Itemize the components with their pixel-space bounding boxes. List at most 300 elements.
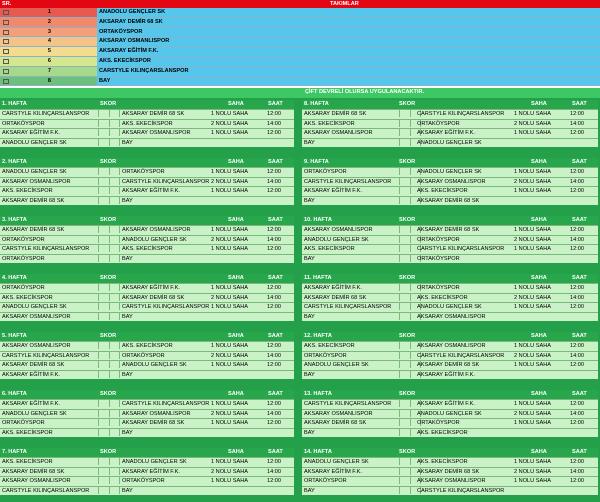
away-score-cell[interactable]: [109, 429, 120, 436]
week-block: [302, 100, 598, 147]
time-label: SAAT: [572, 159, 587, 165]
home-team: ORTAKÖYSPOR: [2, 420, 45, 426]
match-field: 1 NOLU SAHA: [514, 478, 551, 484]
match-time: 14:00: [267, 178, 281, 185]
match-row[interactable]: [302, 138, 598, 148]
away-team: CARSTYLE KILINÇARSLANSPOR: [122, 401, 210, 407]
home-team: CARSTYLE KILINÇARSLANSPOR: [304, 401, 392, 407]
match-field: 2 NOLU SAHA: [211, 120, 248, 127]
home-team: AKSARAY DEMİR 68 SK: [304, 294, 367, 301]
away-score-cell[interactable]: [109, 120, 120, 127]
match-row[interactable]: [302, 186, 598, 196]
time-label: SAAT: [268, 391, 283, 397]
match-row[interactable]: [0, 360, 294, 370]
away-team: AKSARAY DEMİR 68 SK: [417, 197, 480, 204]
header-takimlar: TAKIMLAR: [330, 1, 359, 7]
away-score-cell[interactable]: [109, 468, 120, 475]
match-time: 14:00: [570, 178, 584, 185]
home-team: AKSARAY EĞİTİM F.K.: [304, 285, 362, 291]
week-header: [0, 216, 294, 225]
home-team: AKSARAY DEMİR 68 SK: [304, 111, 367, 117]
match-row[interactable]: [0, 370, 294, 380]
match-field: 2 NOLU SAHA: [514, 236, 551, 243]
match-field: 2 NOLU SAHA: [514, 410, 551, 417]
match-row[interactable]: [302, 428, 598, 438]
away-team: BAY: [122, 429, 133, 436]
away-team: AKSARAY OSMANLISPOR: [417, 478, 486, 484]
match-row[interactable]: [302, 109, 598, 119]
match-field: 2 NOLU SAHA: [514, 178, 551, 185]
note-text: ÇİFT DEVRELİ OLURSA UYGULANACAKTIR.: [305, 89, 425, 95]
team-name: BAY: [99, 77, 111, 84]
match-field: 2 NOLU SAHA: [514, 352, 551, 359]
match-row[interactable]: [0, 283, 294, 293]
team-number: 6: [47, 57, 51, 64]
match-row[interactable]: [302, 302, 598, 312]
match-row[interactable]: [302, 244, 598, 254]
match-row[interactable]: [0, 138, 294, 148]
team-row[interactable]: [0, 28, 600, 38]
header-bar: [0, 0, 600, 8]
match-time: 14:00: [267, 468, 281, 475]
away-team: ANADOLU GENÇLER SK: [417, 169, 482, 175]
match-row[interactable]: [0, 467, 294, 477]
field-label: SAHA: [228, 333, 244, 339]
match-time: 14:00: [570, 410, 584, 417]
score-label: SKOR: [100, 275, 117, 281]
week-header: [302, 216, 598, 225]
match-row[interactable]: [0, 351, 294, 361]
away-score-cell[interactable]: [109, 410, 120, 417]
away-score-cell[interactable]: [109, 303, 120, 310]
week-block: [302, 332, 598, 379]
home-team: ANADOLU GENÇLER SK: [2, 304, 67, 310]
away-score-cell[interactable]: [109, 255, 120, 262]
team-row[interactable]: [0, 18, 600, 28]
home-team: AKSARAY EĞİTİM F.K.: [2, 371, 60, 378]
home-team: BAY: [304, 139, 315, 146]
team-name: AKSARAY DEMİR 68 SK: [99, 18, 163, 25]
week-title: 5. HAFTA: [2, 333, 27, 339]
week-block: [302, 390, 598, 437]
week-header: [302, 448, 598, 457]
away-team: AKSARAY EĞİTİM F.K.: [122, 285, 180, 291]
match-row[interactable]: [302, 312, 598, 322]
match-row[interactable]: [302, 370, 598, 380]
match-time: 14:00: [570, 236, 584, 243]
away-score-cell[interactable]: [109, 458, 120, 465]
week-title: 7. HAFTA: [2, 449, 27, 455]
match-time: 12:00: [267, 362, 281, 368]
field-label: SAHA: [228, 217, 244, 223]
match-row[interactable]: [302, 225, 598, 235]
match-field: 2 NOLU SAHA: [211, 410, 248, 417]
week-title: 10. HAFTA: [304, 217, 332, 223]
match-row[interactable]: [0, 177, 294, 187]
match-row[interactable]: [302, 351, 598, 361]
match-row[interactable]: [302, 409, 598, 419]
away-score-cell[interactable]: [109, 226, 120, 233]
team-number: 2: [47, 18, 51, 25]
away-team: AKSARAY OSMANLISPOR: [122, 227, 191, 233]
match-row[interactable]: [0, 109, 294, 119]
match-row[interactable]: [0, 244, 294, 254]
match-row[interactable]: [0, 167, 294, 177]
away-team: BAY: [122, 255, 133, 262]
match-field: 1 NOLU SAHA: [514, 362, 551, 368]
score-label: SKOR: [399, 449, 416, 455]
home-team: CARSTYLE KILINÇARSLANSPOR: [2, 352, 90, 359]
match-row[interactable]: [0, 235, 294, 245]
week-block: [0, 448, 294, 495]
match-row[interactable]: [302, 128, 598, 138]
week-block: [302, 448, 598, 495]
away-score-cell[interactable]: [109, 487, 120, 494]
home-team: CARSTYLE KILINÇARSLANSPOR: [2, 246, 90, 252]
match-row[interactable]: [0, 119, 294, 129]
home-team: AKSARAY EĞİTİM F.K.: [304, 468, 362, 475]
match-row[interactable]: [0, 409, 294, 419]
away-team: ANADOLU GENÇLER SK: [122, 459, 187, 465]
week-block: [302, 274, 598, 321]
match-time: 12:00: [570, 362, 584, 368]
away-score-cell[interactable]: [109, 419, 120, 426]
match-time: 14:00: [267, 236, 281, 243]
away-score-cell[interactable]: [109, 187, 120, 194]
week-header: [0, 390, 294, 399]
away-team: AKS. EKECİKSPOR: [417, 459, 468, 465]
away-team: CARSTYLE KILINÇARSLANSPOR: [122, 178, 210, 185]
note-bar: [0, 88, 600, 98]
match-row[interactable]: [0, 428, 294, 438]
match-row[interactable]: [302, 254, 598, 264]
match-time: 12:00: [570, 478, 584, 484]
match-field: 1 NOLU SAHA: [211, 343, 248, 349]
home-team: AKSARAY OSMANLISPOR: [304, 410, 373, 417]
match-field: 1 NOLU SAHA: [211, 246, 248, 252]
team-name-cell[interactable]: [97, 77, 600, 86]
match-row[interactable]: [302, 486, 598, 496]
match-row[interactable]: [302, 196, 598, 206]
team-row[interactable]: [0, 37, 600, 47]
home-team: AKSARAY DEMİR 68 SK: [2, 227, 65, 233]
away-team: ORTAKÖYSPOR: [417, 255, 460, 262]
home-team: ANADOLU GENÇLER SK: [2, 139, 67, 146]
match-row[interactable]: [302, 360, 598, 370]
match-field: 1 NOLU SAHA: [514, 227, 551, 233]
away-team: CARSTYLE KILINÇARSLANSPOR: [417, 246, 505, 252]
away-score-cell[interactable]: [109, 400, 120, 407]
home-team: AKSARAY DEMİR 68 SK: [2, 362, 65, 368]
team-number: 5: [47, 48, 51, 55]
match-row[interactable]: [0, 254, 294, 264]
away-team: BAY: [122, 197, 133, 204]
team-name-cell[interactable]: [97, 8, 600, 17]
match-row[interactable]: [302, 283, 598, 293]
match-field: 2 NOLU SAHA: [514, 468, 551, 475]
away-score-cell[interactable]: [109, 110, 120, 117]
team-row[interactable]: [0, 77, 600, 87]
match-row[interactable]: [0, 486, 294, 496]
week-title: 6. HAFTA: [2, 391, 27, 397]
away-team: AKS. EKECİKSPOR: [122, 343, 173, 349]
score-label: SKOR: [399, 101, 416, 107]
match-time: 12:00: [570, 169, 584, 175]
time-label: SAAT: [268, 101, 283, 107]
team-name: ORTAKÖYSPOR: [99, 28, 143, 35]
home-team: AKSARAY OSMANLISPOR: [304, 227, 373, 233]
match-row[interactable]: [302, 476, 598, 486]
match-row[interactable]: [302, 119, 598, 129]
match-row[interactable]: [302, 167, 598, 177]
team-name-cell[interactable]: [97, 28, 600, 37]
home-team: BAY: [304, 255, 315, 262]
team-name-cell[interactable]: [97, 47, 600, 56]
match-field: 1 NOLU SAHA: [514, 246, 551, 252]
away-score-cell[interactable]: [109, 342, 120, 349]
away-team: AKSARAY EĞİTİM F.K.: [122, 188, 180, 194]
match-field: 1 NOLU SAHA: [211, 285, 248, 291]
match-row[interactable]: [0, 186, 294, 196]
away-score-cell[interactable]: [109, 129, 120, 136]
home-team: AKSARAY OSMANLISPOR: [2, 313, 71, 320]
week-block: [0, 274, 294, 321]
field-label: SAHA: [228, 391, 244, 397]
score-label: SKOR: [100, 101, 117, 107]
away-team: AKSARAY OSMANLISPOR: [417, 313, 486, 320]
week-title: 8. HAFTA: [304, 101, 329, 107]
week-block: [302, 216, 598, 263]
match-field: 1 NOLU SAHA: [211, 478, 248, 484]
away-score-cell[interactable]: [109, 352, 120, 359]
week-block: [0, 216, 294, 263]
team-name-cell[interactable]: [97, 18, 600, 27]
team-row[interactable]: [0, 57, 600, 67]
week-header: [302, 100, 598, 109]
team-row[interactable]: [0, 47, 600, 57]
match-time: 12:00: [570, 401, 584, 407]
home-team: AKS. EKECİKSPOR: [2, 188, 53, 194]
match-row[interactable]: [0, 312, 294, 322]
away-team: AKSARAY DEMİR 68 SK: [417, 468, 480, 475]
match-row[interactable]: [302, 418, 598, 428]
team-name: ANADOLU GENÇLER SK: [99, 9, 166, 15]
away-score-cell[interactable]: [109, 168, 120, 175]
match-time: 12:00: [570, 188, 584, 194]
away-team: AKSARAY OSMANLISPOR: [417, 178, 486, 185]
match-row[interactable]: [0, 418, 294, 428]
field-label: SAHA: [228, 101, 244, 107]
away-score-cell[interactable]: [109, 313, 120, 320]
week-title: 1. HAFTA: [2, 101, 27, 107]
away-team: CARSTYLE KILINÇARSLANSPOR: [122, 304, 210, 310]
away-score-cell[interactable]: [109, 236, 120, 243]
match-row[interactable]: [302, 293, 598, 303]
match-time: 14:00: [570, 120, 584, 127]
field-label: SAHA: [531, 159, 547, 165]
home-team: BAY: [304, 429, 315, 436]
away-team: ORTAKÖYSPOR: [122, 478, 165, 484]
match-field: 1 NOLU SAHA: [211, 459, 248, 465]
home-team: BAY: [304, 197, 315, 204]
match-time: 12:00: [267, 478, 281, 484]
away-score-cell[interactable]: [109, 139, 120, 146]
week-title: 2. HAFTA: [2, 159, 27, 165]
match-time: 12:00: [267, 169, 281, 175]
home-team: ANADOLU GENÇLER SK: [304, 362, 369, 368]
home-team: AKSARAY EĞİTİM F.K.: [2, 130, 60, 136]
away-score-cell[interactable]: [109, 477, 120, 484]
score-label: SKOR: [399, 333, 416, 339]
match-field: 1 NOLU SAHA: [514, 188, 551, 194]
away-team: ORTAKÖYSPOR: [122, 169, 165, 175]
match-time: 12:00: [267, 343, 281, 349]
match-row[interactable]: [0, 399, 294, 409]
time-label: SAAT: [572, 101, 587, 107]
away-team: BAY: [122, 371, 133, 378]
home-team: AKSARAY DEMİR 68 SK: [2, 197, 65, 204]
home-team: AKSARAY EĞİTİM F.K.: [2, 401, 60, 407]
match-row[interactable]: [0, 476, 294, 486]
match-row[interactable]: [302, 467, 598, 477]
match-time: 12:00: [267, 459, 281, 465]
week-title: 14. HAFTA: [304, 449, 332, 455]
week-title: 11. HAFTA: [304, 275, 332, 281]
away-team: AKSARAY EĞİTİM F.K.: [417, 371, 475, 378]
field-label: SAHA: [228, 159, 244, 165]
home-team: ORTAKÖYSPOR: [304, 352, 347, 359]
away-team: AKS. EKECİKSPOR: [122, 120, 173, 127]
team-name-cell[interactable]: [97, 57, 600, 66]
away-team: AKS. EKECİKSPOR: [417, 188, 468, 194]
away-team: BAY: [122, 313, 133, 320]
team-name-cell[interactable]: [97, 67, 600, 76]
match-row[interactable]: [302, 399, 598, 409]
match-time: 14:00: [267, 120, 281, 127]
match-field: 1 NOLU SAHA: [514, 459, 551, 465]
away-team: ORTAKÖYSPOR: [122, 352, 165, 359]
away-team: AKSARAY DEMİR 68 SK: [417, 362, 480, 368]
away-score-cell[interactable]: [109, 284, 120, 291]
home-team: BAY: [304, 313, 315, 320]
match-row[interactable]: [0, 196, 294, 206]
home-team: ORTAKÖYSPOR: [304, 478, 347, 484]
away-team: AKSARAY OSMANLISPOR: [122, 130, 191, 136]
match-field: 1 NOLU SAHA: [514, 111, 551, 117]
home-team: AKS. EKECİKSPOR: [2, 459, 53, 465]
match-time: 12:00: [570, 304, 584, 310]
home-team: ANADOLU GENÇLER SK: [304, 459, 369, 465]
match-row[interactable]: [0, 293, 294, 303]
match-row[interactable]: [0, 128, 294, 138]
home-team: ORTAKÖYSPOR: [2, 236, 45, 243]
home-team: ANADOLU GENÇLER SK: [2, 169, 67, 175]
home-team: ANADOLU GENÇLER SK: [304, 236, 369, 243]
week-header: [302, 274, 598, 283]
team-row[interactable]: [0, 67, 600, 77]
match-time: 12:00: [570, 420, 584, 426]
match-time: 12:00: [570, 285, 584, 291]
away-score-cell[interactable]: [109, 178, 120, 185]
team-name: CARSTYLE KILINÇARSLANSPOR: [99, 67, 189, 74]
field-label: SAHA: [228, 449, 244, 455]
away-team: BAY: [122, 487, 133, 494]
match-field: 1 NOLU SAHA: [514, 420, 551, 426]
home-team: ORTAKÖYSPOR: [2, 255, 45, 262]
time-label: SAAT: [268, 159, 283, 165]
away-team: BAY: [122, 139, 133, 146]
week-title: 12. HAFTA: [304, 333, 332, 339]
match-time: 14:00: [570, 352, 584, 359]
home-team: AKSARAY OSMANLISPOR: [2, 478, 71, 484]
field-label: SAHA: [531, 391, 547, 397]
match-row[interactable]: [302, 457, 598, 467]
field-label: SAHA: [531, 449, 547, 455]
match-row[interactable]: [302, 235, 598, 245]
score-label: SKOR: [399, 275, 416, 281]
match-field: 2 NOLU SAHA: [211, 352, 248, 359]
match-row[interactable]: [0, 341, 294, 351]
away-team: AKSARAY EĞİTİM F.K.: [417, 130, 475, 136]
field-label: SAHA: [531, 333, 547, 339]
team-name-cell[interactable]: [97, 37, 600, 46]
match-time: 12:00: [267, 227, 281, 233]
team-number: 4: [47, 38, 51, 45]
match-time: 12:00: [267, 111, 281, 117]
time-label: SAAT: [572, 217, 587, 223]
team-name: AKSARAY OSMANLISPOR: [99, 38, 170, 45]
away-team: CARSTYLE KILINÇARSLANSPOR: [417, 111, 505, 117]
match-row[interactable]: [0, 225, 294, 235]
match-row[interactable]: [302, 177, 598, 187]
score-label: SKOR: [399, 217, 416, 223]
team-row[interactable]: [0, 8, 600, 18]
match-field: 1 NOLU SAHA: [211, 188, 248, 194]
team-number: 8: [47, 77, 51, 84]
week-block: [0, 332, 294, 379]
home-team: ORTAKÖYSPOR: [2, 285, 45, 291]
away-score-cell[interactable]: [109, 294, 120, 301]
home-team: CARSTYLE KILINÇARSLANSPOR: [2, 111, 90, 117]
match-time: 14:00: [267, 410, 281, 417]
field-label: SAHA: [531, 217, 547, 223]
week-header: [302, 390, 598, 399]
away-team: AKSARAY DEMİR 68 SK: [122, 111, 185, 117]
away-score-cell[interactable]: [109, 371, 120, 378]
away-score-cell[interactable]: [109, 361, 120, 368]
away-team: AKSARAY DEMİR 68 SK: [122, 420, 185, 426]
match-field: 1 NOLU SAHA: [211, 111, 248, 117]
away-team: ORTAKÖYSPOR: [417, 285, 460, 291]
team-list: [0, 8, 600, 86]
match-row[interactable]: [0, 302, 294, 312]
match-row[interactable]: [0, 457, 294, 467]
time-label: SAAT: [268, 333, 283, 339]
week-block: [0, 158, 294, 205]
match-time: 14:00: [570, 468, 584, 475]
match-time: 12:00: [570, 111, 584, 117]
match-time: 12:00: [267, 401, 281, 407]
away-score-cell[interactable]: [109, 197, 120, 204]
match-row[interactable]: [302, 341, 598, 351]
away-score-cell[interactable]: [109, 245, 120, 252]
week-title: 9. HAFTA: [304, 159, 329, 165]
score-label: SKOR: [100, 391, 117, 397]
home-team: AKSARAY OSMANLISPOR: [2, 178, 71, 185]
score-label: SKOR: [399, 391, 416, 397]
away-team: ORTAKÖYSPOR: [417, 120, 460, 127]
week-title: 4. HAFTA: [2, 275, 27, 281]
